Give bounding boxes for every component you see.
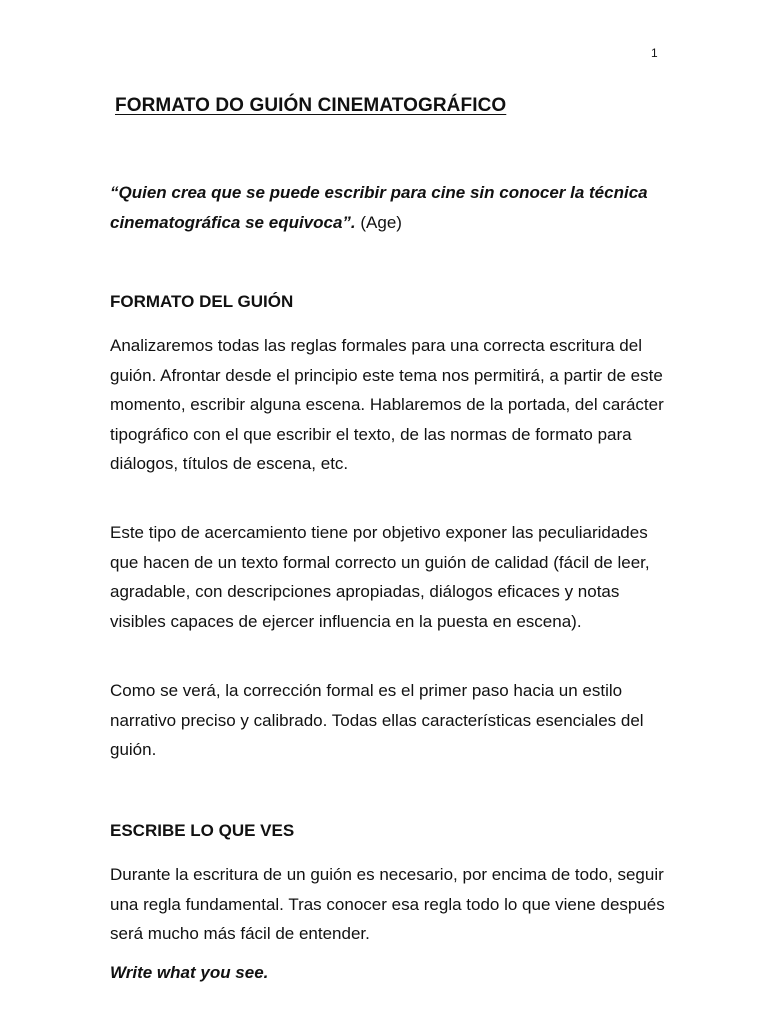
section-heading-escribe: ESCRIBE LO QUE VES	[110, 821, 295, 840]
quote-attribution: (Age)	[360, 213, 402, 232]
epigraph-quote	[110, 178, 670, 238]
rule-emphasis: Write what you see.	[110, 963, 269, 982]
paragraph-formato-2: Este tipo de acercamiento tiene por objetivo exponer las peculiaridades que hacen de un texto formal correcto un guión de calidad (fácil de leer, agradable, con descripciones apropiadas, diálogos eficaces y notas visibles capaces de ejercer influencia en la puesta en escena).	[110, 523, 650, 631]
paragraph-formato-3: Como se verá, la corrección formal es el primer paso hacia un estilo narrativo preciso y calibrado. Todas ellas características esenciales del guión.	[110, 681, 644, 759]
section-heading-formato: FORMATO DEL GUIÓN	[110, 292, 294, 311]
page-number: 1	[651, 46, 658, 60]
paragraph-escribe-1: Durante la escritura de un guión es necesario, por encima de todo, seguir una regla fundamental. Tras conocer esa regla todo lo que viene después será mucho más fácil de entender.	[110, 865, 665, 943]
quote-text: “Quien crea que se puede escribir para cine sin conocer la técnica cinematográfica se equivoca”.	[110, 183, 648, 232]
document-title: FORMATO DO GUIÓN CINEMATOGRÁFICO	[115, 95, 507, 116]
paragraph-formato-1: Analizaremos todas las reglas formales para una correcta escritura del guión. Afrontar desde el principio este tema nos permitirá, a partir de este momento, escribir alguna escena. Hablaremos de la portada, del carácter tipográfico con el que escribir el texto, de las normas de formato para diálogos, títulos de escena, etc.	[110, 336, 664, 473]
